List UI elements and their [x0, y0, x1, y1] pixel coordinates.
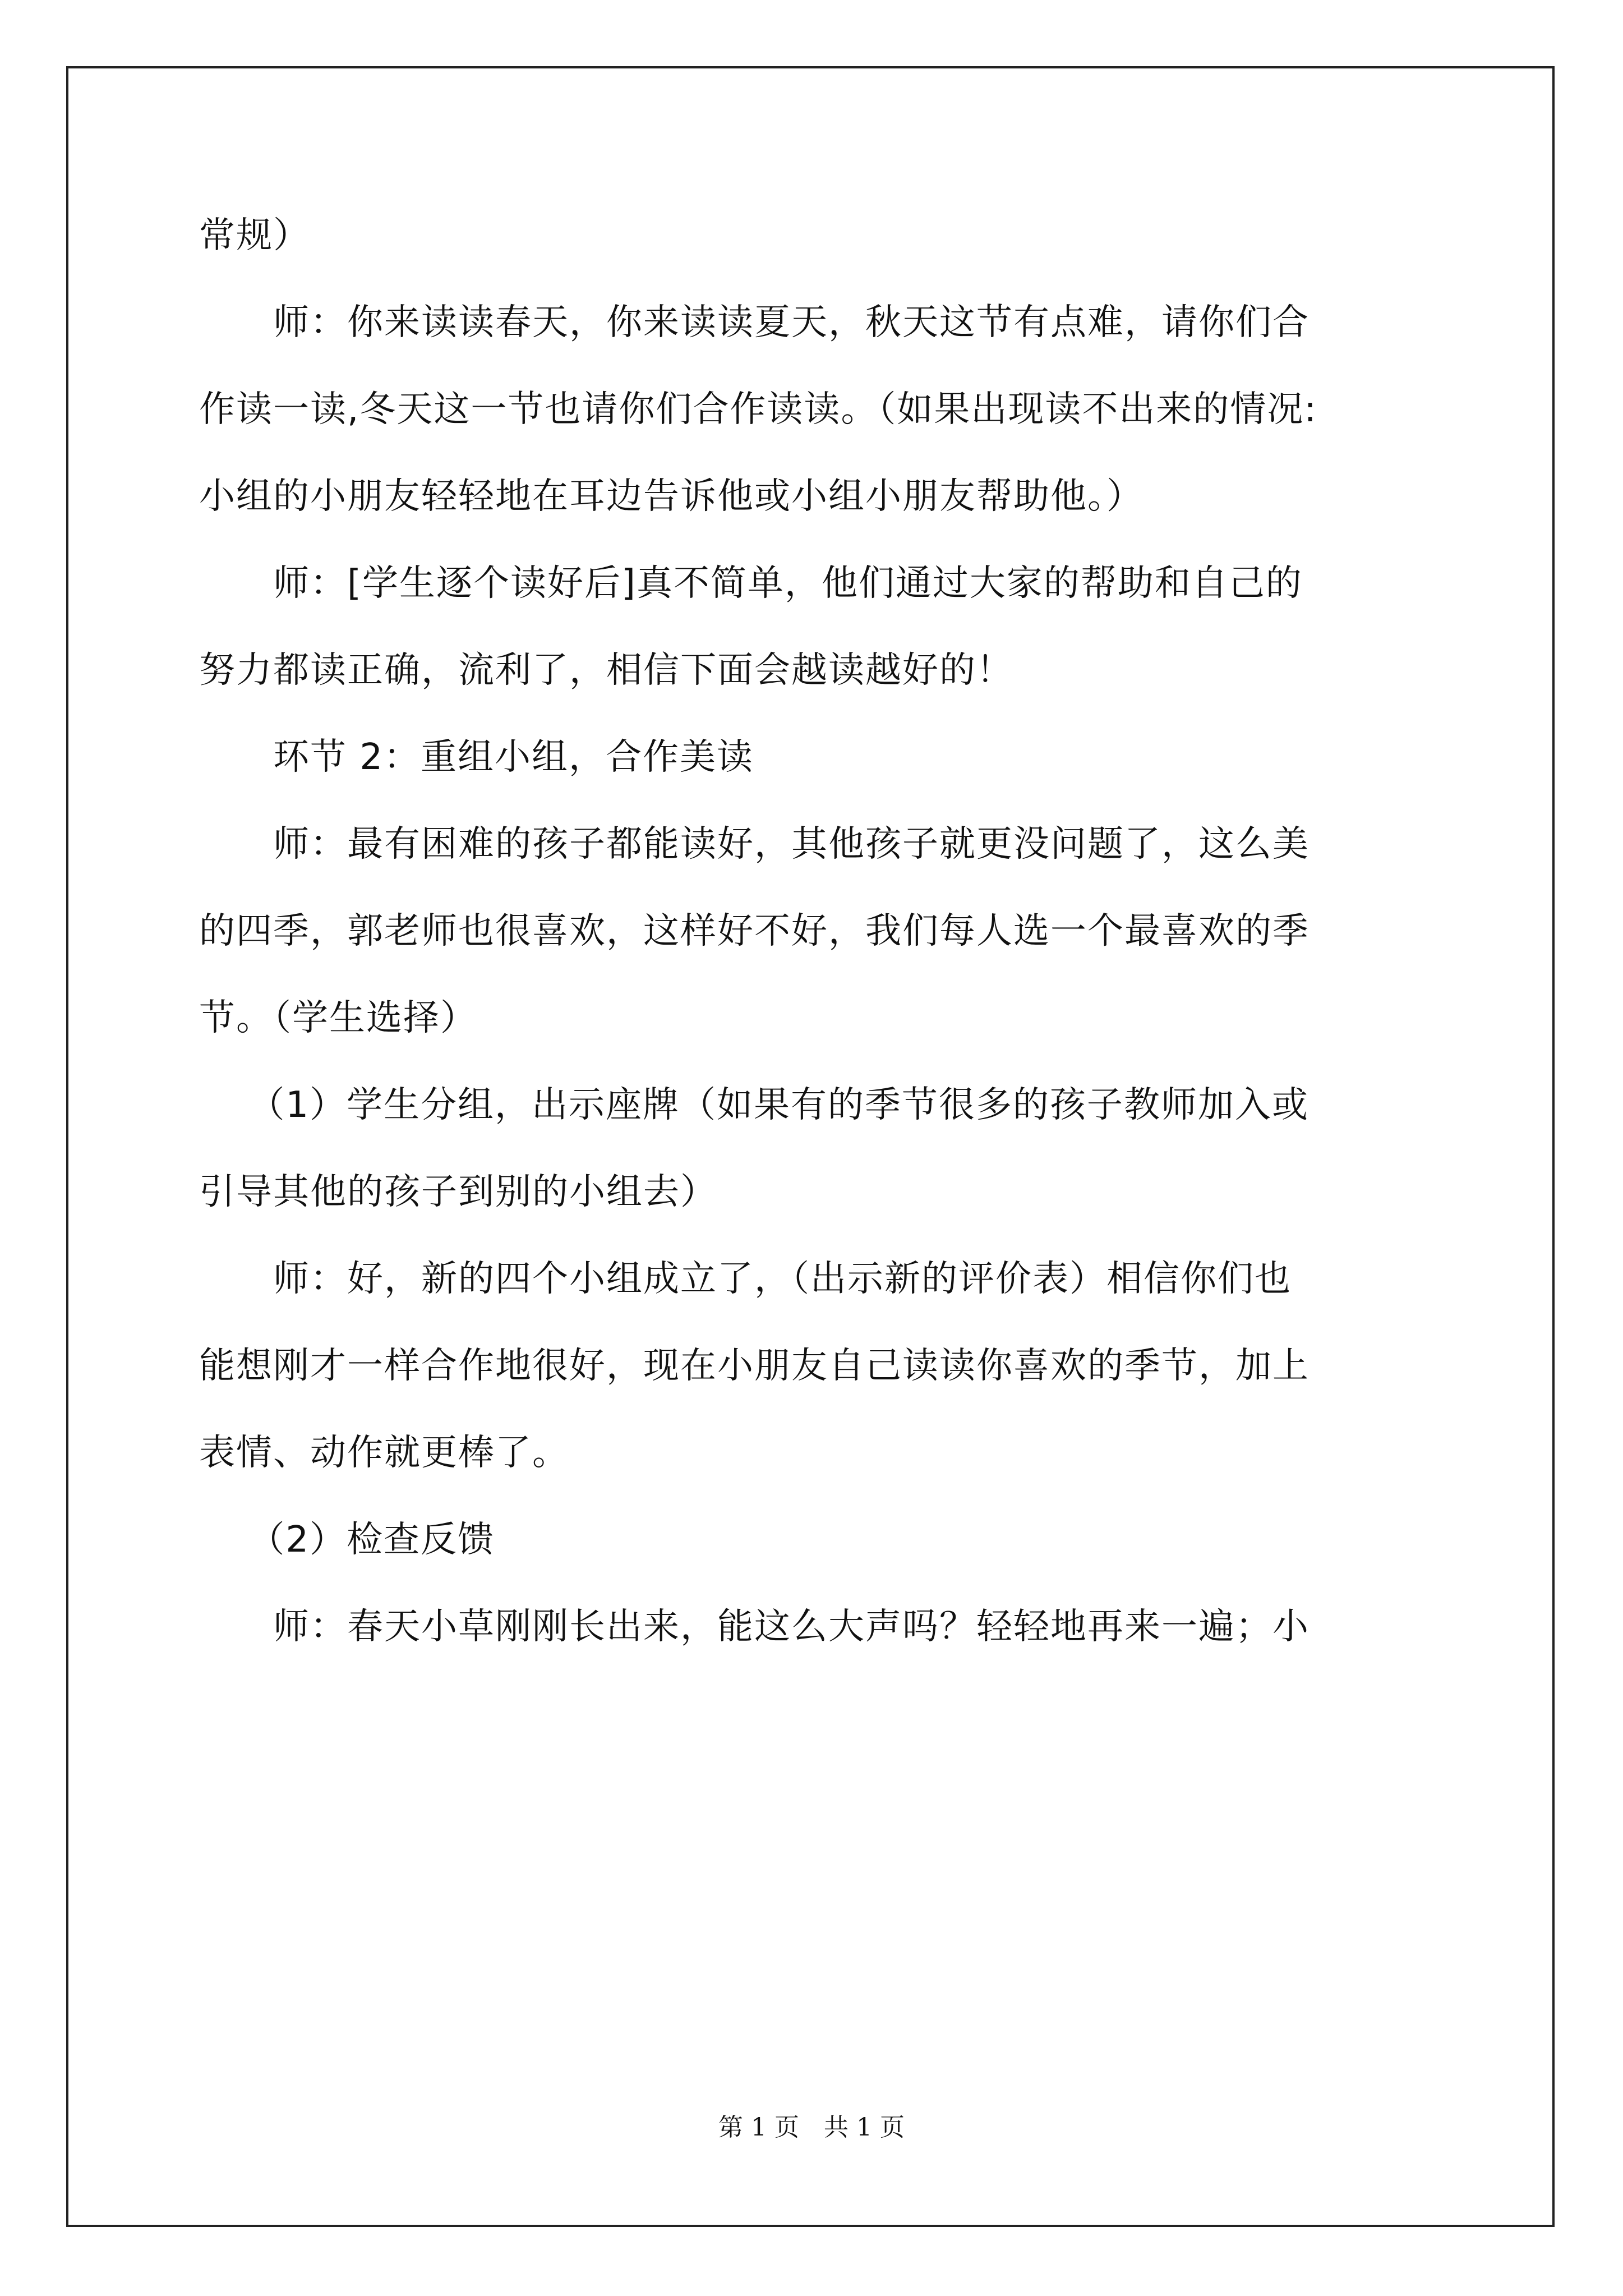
text-line: 引导其他的孩子到别的小组去）: [199, 1171, 717, 1213]
text-line: 表情、动作就更棒了。: [199, 1432, 569, 1474]
text-line: 作读一读,冬天这一节也请你们合作读读。（如果出现读不出来的情况:: [199, 389, 1317, 430]
text-line: 努力都读正确，流利了，相信下面会越读越好的！: [199, 650, 1013, 691]
page-footer: 第 1 页 共 1 页: [718, 2113, 905, 2142]
text-line: （2）检查反馈: [199, 1519, 495, 1561]
text-line: 师：[学生逐个读好后]真不简单，他们通过大家的帮助和自己的: [199, 563, 1303, 604]
text-line: 师：你来读读春天，你来读读夏天，秋天这节有点难，请你们合: [199, 302, 1310, 343]
text-line: 环节 2：重组小组，合作美读: [199, 737, 754, 778]
text-line: 常规）: [199, 215, 310, 256]
text-line: 师：最有困难的孩子都能读好，其他孩子就更没问题了，这么美: [199, 823, 1310, 865]
text-line: （1）学生分组，出示座牌（如果有的季节很多的孩子教师加入或: [199, 1084, 1310, 1126]
text-line: 师：好，新的四个小组成立了，（出示新的评价表）相信你们也: [199, 1258, 1292, 1300]
text-line: 能想刚才一样合作地很好，现在小朋友自己读读你喜欢的季节，加上: [199, 1345, 1310, 1387]
text-line: 的四季，郭老师也很喜欢，这样好不好，我们每人选一个最喜欢的季: [199, 910, 1310, 952]
text-line: 小组的小朋友轻轻地在耳边告诉他或小组小朋友帮助他。）: [199, 476, 1144, 517]
text-line: 节。（学生选择）: [199, 997, 477, 1039]
text-line: 师：春天小草刚刚长出来，能这么大声吗？轻轻地再来一遍；小: [199, 1606, 1310, 1648]
